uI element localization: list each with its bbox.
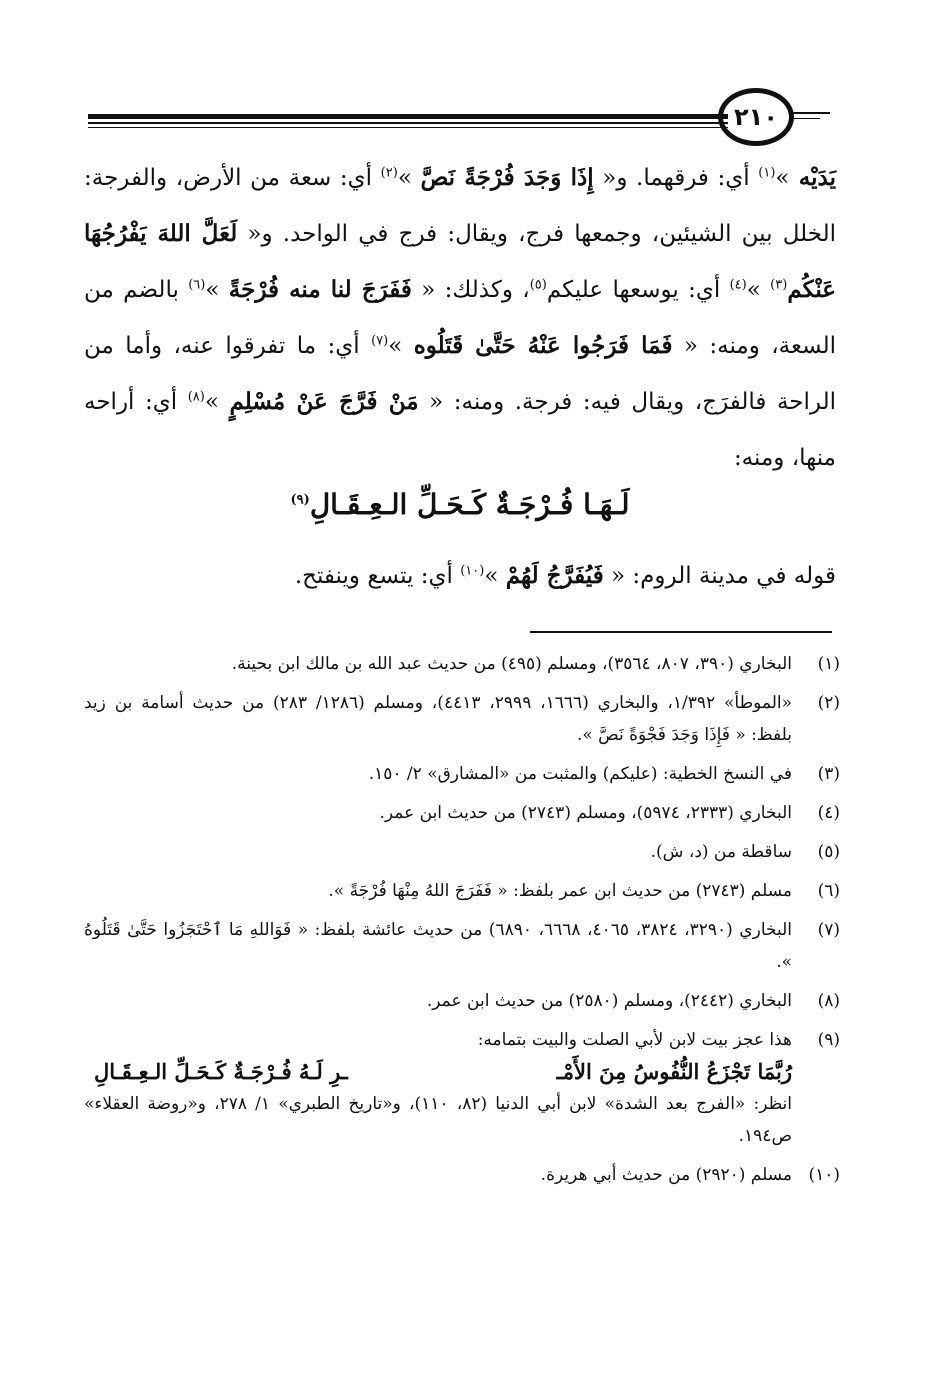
text: قوله في مدينة الروم: « [603,563,836,589]
text: أي: أراحه منها، ومنه: [84,389,836,471]
footnote-ref[interactable]: (٩) [290,492,310,508]
quote: لَعَلَّ اللهَ يَفْرُجُهَا عَنْكُم [84,220,836,303]
footnote-number: (٢) [817,693,840,713]
text: أي: ما تفرقوا عنه، وأما من الراحة فالفرَج، ويقال فيه: فرجة. ومنه: « [84,333,836,415]
paragraph [84,552,836,600]
text: أي: يوسعها عليكم [546,277,730,303]
footnote [84,875,840,907]
text: » [388,333,414,359]
paragraph [84,150,836,486]
footnote [84,836,840,868]
footnote-number: (٤) [817,803,840,823]
quote: فَمَا فَرَجُوا عَنْهُ حَتَّىٰ قَتَلُوه [413,332,673,359]
header-rule [88,127,728,128]
footnote [84,1159,840,1191]
verse-second-hemistich: ـرِ لَـهُ فُـرْجَـةٌ كَـحَـلِّ الـعِـقَـالِ [94,1059,348,1084]
footnote-verse [84,1056,792,1088]
footnote-ref[interactable]: (٥) [529,277,547,293]
footnote-number: (٣) [817,764,840,784]
verse-first-hemistich: رُبَّمَا تَجْزَعُ النُّفُوسُ مِنَ الأَمْـ [556,1059,792,1084]
page-number-text: ٢١٠ [734,103,778,131]
footnote-text: في النسخ الخطية: (عليكم) والمثبت من «المشارق» ٢/ ١٥٠. [368,764,792,784]
text: أي: فرقهما. و« [593,165,759,191]
footnote-number: (٥) [817,842,840,862]
header-rule [790,118,820,119]
text: » [397,165,421,191]
footnote [84,648,840,680]
footnote-number: (١٠) [808,1165,840,1185]
footnote-number: (٧) [817,920,840,940]
footnote-ref[interactable]: (١٠) [460,563,485,579]
quote: إِذَا وَجَدَ فُرْجَةً نَصَّ [420,164,594,191]
footnote-text: ساقطة من (د، ش). [650,842,792,862]
footnote-number: (٨) [817,991,840,1011]
footnote-ref[interactable]: (٣) [770,277,788,293]
footnote-ref[interactable]: (٦) [188,277,206,293]
footnote-body [84,1024,792,1152]
footnote [84,687,840,751]
poem-line [84,488,836,521]
quote: فَفَرَجَ لنا منه فُرْجَةً [228,276,412,303]
header-rule [790,112,830,114]
text: » [775,165,790,191]
footnote [84,985,840,1017]
quote: مَنْ فَرَّجَ عَنْ مُسْلِمٍ [229,388,419,415]
footnote [84,758,840,790]
footnote-text: مسلم (٢٧٤٣) من حديث ابن عمر بلفظ: « فَفَرَجَ اللهُ مِنْهَا فُرْجَةً ». [328,881,792,901]
footnotes [84,648,840,1198]
footnote-ref[interactable]: (٧) [371,333,389,349]
text: » [205,277,229,303]
quote: فَيُفَرَّجُ لَهُمْ [505,562,604,589]
text: » [746,277,771,303]
text: » [484,563,506,589]
footnote-number: (١) [817,654,840,674]
text: ، وكذلك: « [411,277,530,303]
footnote-text: هذا عجز بيت لابن لأبي الصلت والبيت بتمامه: [477,1030,792,1050]
text: بالضم من السعة، ومنه: « [84,277,836,359]
footnote-text: البخاري (٢٤٤٢)، ومسلم (٢٥٨٠) من حديث ابن عمر. [426,991,792,1011]
footnote-ref[interactable]: (٢) [380,165,398,181]
footnote [84,914,840,978]
footnote-text: انظر: «الفرج بعد الشدة» لابن أبي الدنيا (٨٢، ١١٠)، و«تاريخ الطبري» ١/ ٢٧٨، و«روضة العقلاء» ص١٩٤. [84,1094,792,1146]
footnote-number: (٦) [817,881,840,901]
text: أي: يتسع وينفتح. [294,563,461,589]
footnote-text: البخاري (٣٩٠، ٨٠٧، ٣٥٦٤)، ومسلم (٤٩٥) من حديث عبد الله بن مالك ابن بحينة. [231,654,792,674]
footnote-text: البخاري (٢٣٣٣، ٥٩٧٤)، ومسلم (٢٧٤٣) من حديث ابن عمر. [379,803,792,823]
footnote-text: مسلم (٢٩٢٠) من حديث أبي هريرة. [540,1165,792,1185]
poem-text: لَـهَـا فُـرْجَـةٌ كَـحَـلِّ الـعِـقَـالِ [309,488,630,521]
header-rule [88,122,728,124]
main-text [84,150,836,486]
footnote [84,1024,840,1152]
footnote-text: «الموطأ» ١/٣٩٢، والبخاري (١٦٦٦، ٢٩٩٩، ٤٤١٣)، ومسلم (١٢٨٦/ ٢٨٣) من حديث أسامة بن زيد بلفظ: « فَإِذَا وَجَدَ فَجْوَةً نَصَّ ». [84,693,793,745]
footnote-ref[interactable]: (٨) [187,389,205,405]
quote: يَدَيْه [789,164,837,191]
page-number [718,88,794,146]
footnote [84,797,840,829]
header-rule [88,114,728,119]
text: أي: سعة من الأرض، والفرجة: الخلل بين الشيئين، وجمعها فرج، ويقال: فرج في الواحد. و« [84,165,836,247]
footnote-divider [530,631,832,633]
footnote-ref[interactable]: (٤) [729,277,747,293]
footnote-number: (٩) [817,1030,840,1050]
footnote-text: البخاري (٣٢٩٠، ٣٨٢٤، ٤٠٦٥، ٦٦٦٨، ٦٨٩٠) من حديث عائشة بلفظ: « فَوَاللهِ مَا ٱحْتَجَزُوا حَتَّىٰ قَتَلُوهُ ». [84,920,793,972]
text: » [204,389,230,415]
footnote-ref[interactable]: (١) [758,165,776,181]
